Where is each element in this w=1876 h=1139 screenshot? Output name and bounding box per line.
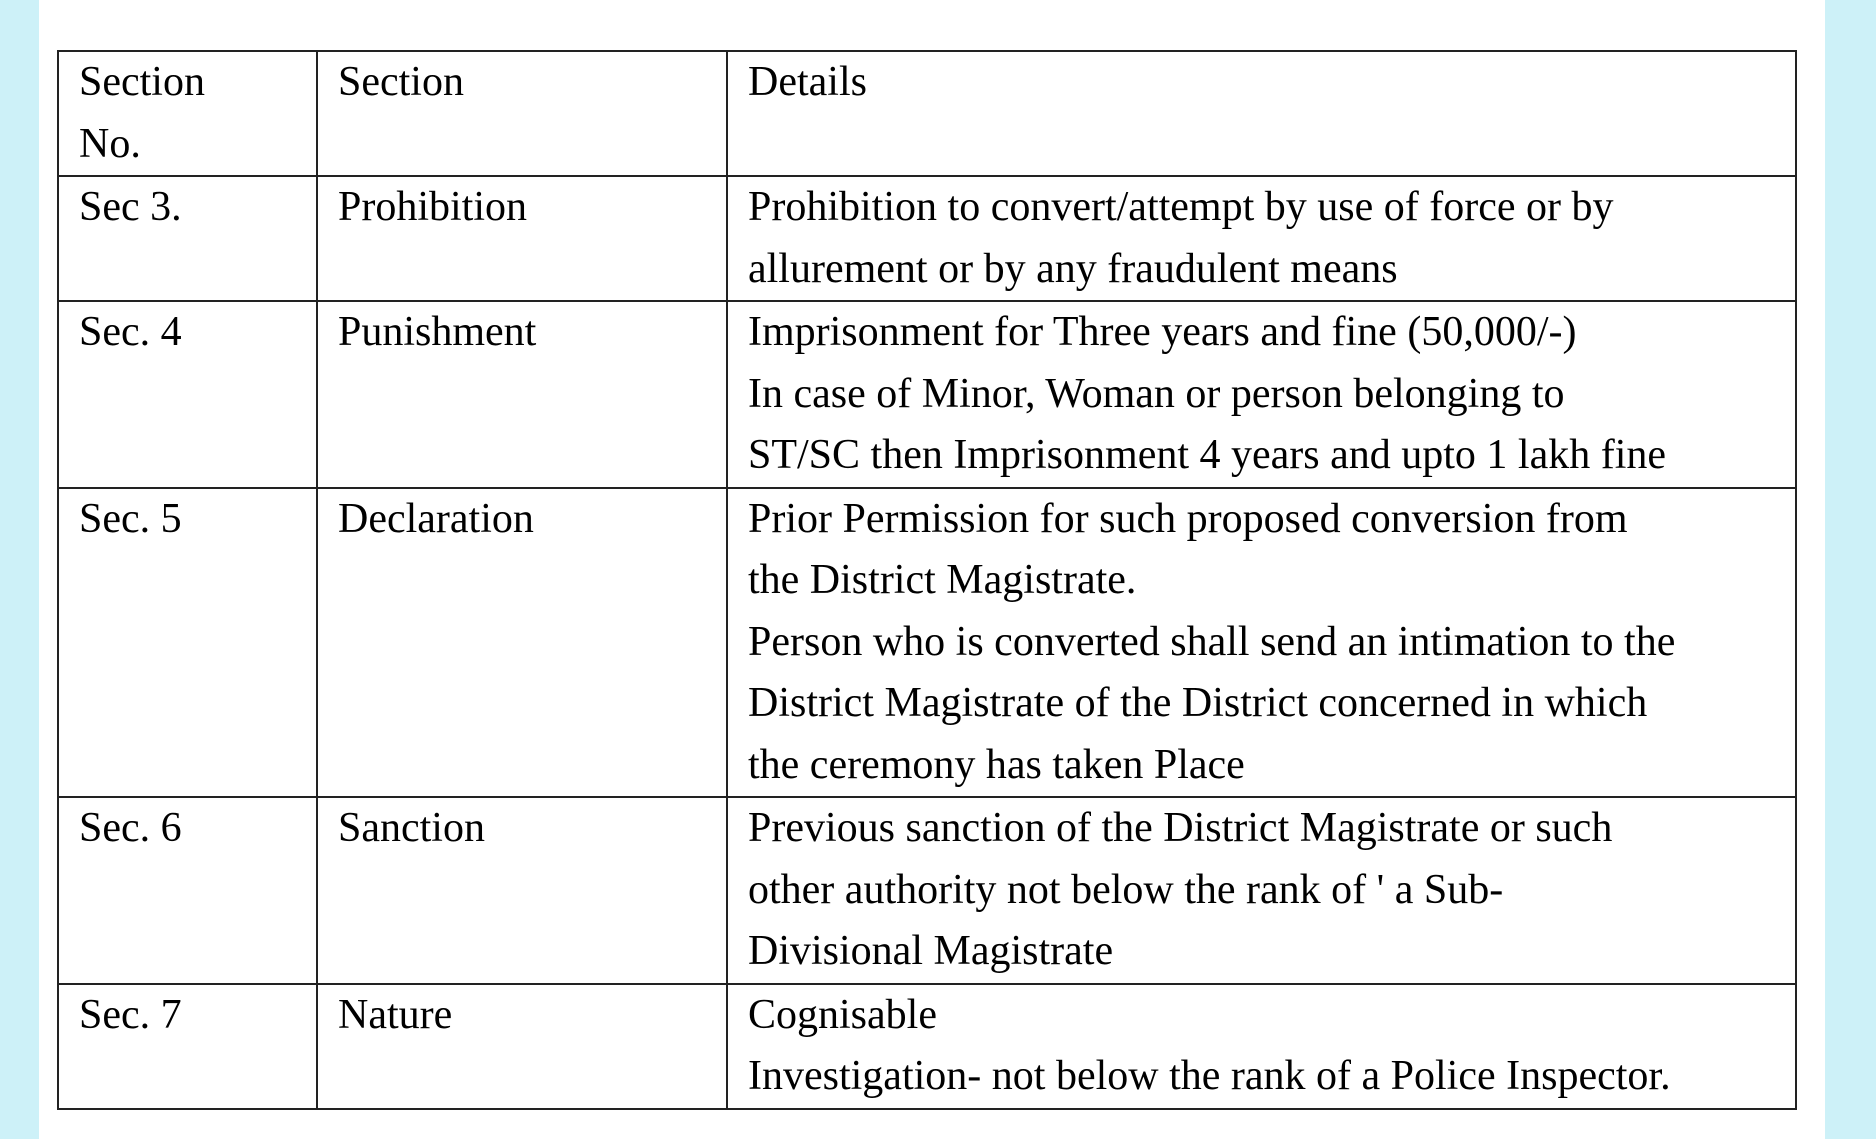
header-section: Section [317,51,727,176]
section-no-cell: Sec. 5 [58,488,317,798]
table-row [58,176,1796,301]
section-name-cell: Declaration [317,488,727,798]
sections-table [57,50,1797,1110]
table-row [58,797,1796,984]
header-details: Details [727,51,1796,176]
table-row [58,301,1796,488]
table-row [58,984,1796,1109]
details-cell: Imprisonment for Three years and fine (50,000/-) In case of Minor, Woman or person belonging to ST/SC then Imprisonment 4 years and upto 1 lakh fine [727,301,1796,488]
details-cell: Prohibition to convert/attempt by use of force or by allurement or by any fraudulent means [727,176,1796,301]
section-name-cell: Punishment [317,301,727,488]
details-cell: Cognisable Investigation- not below the rank of a Police Inspector. [727,984,1796,1109]
section-no-cell: Sec 3. [58,176,317,301]
section-no-cell: Sec. 7 [58,984,317,1109]
section-no-cell: Sec. 6 [58,797,317,984]
section-no-cell: Sec. 4 [58,301,317,488]
table-header-row [58,51,1796,176]
table-row [58,488,1796,798]
section-name-cell: Nature [317,984,727,1109]
details-cell: Previous sanction of the District Magistrate or such other authority not below the rank of ' a Sub- Divisional Magistrate [727,797,1796,984]
section-name-cell: Sanction [317,797,727,984]
header-section-no: Section No. [58,51,317,176]
section-name-cell: Prohibition [317,176,727,301]
details-cell: Prior Permission for such proposed conversion from the District Magistrate. Person who is converted shall send an intimation to the District Magistrate of the District concerned in which the ceremony has taken Place [727,488,1796,798]
